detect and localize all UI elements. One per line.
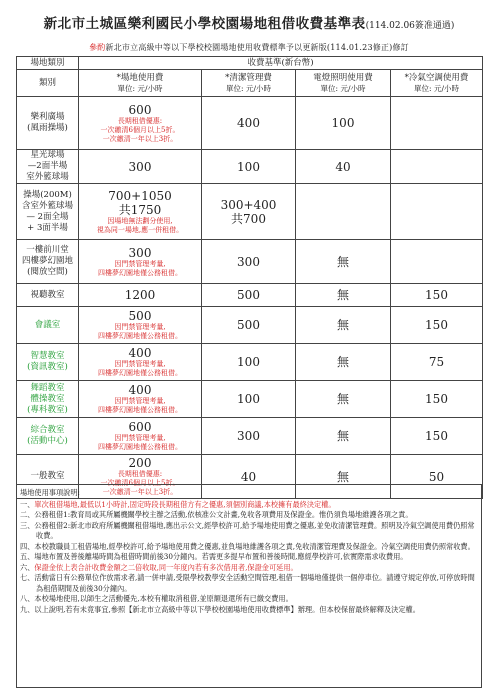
rules-heading: 場地使用事項說明: [20,488,80,497]
fee-row [17,284,483,307]
rent-fee-cell [79,344,202,381]
venue-name-line: 會議室 [34,319,61,330]
cleaning-fee-value: 100 [237,355,260,369]
venue-cell [17,344,79,381]
rent-fee-value: 600 [128,102,152,117]
venue-cell [17,240,79,284]
lighting-fee-cell: 無 [296,455,391,499]
rent-fee-value: 700+1050 [108,188,172,203]
rent-fee-value: 600 [128,420,152,434]
fee-standard-header: 收費基準(新台幣) [79,57,483,70]
venue-name-line: 智慧教室 [30,351,65,361]
rule-number: 八、 [20,594,35,603]
rule-text: 以上說明,若有未竟事宜,參照【新北市立高級中等以下學校校園場地使用收費標準】辦理。但本校保留最終解釋及決定權。 [34,604,420,614]
rule-item [20,542,478,553]
venue-cell [17,418,79,455]
fee-column-header [296,70,391,97]
cleaning-fee-value: 300 [237,254,260,269]
fee-table [16,56,483,499]
subtitle-prefix: 參酌 [89,43,106,52]
rent-fee-note: 四樓夢幻園地僅公務租借。 [98,443,182,451]
rent-fee-value: 400 [128,346,152,360]
rent-fee-note: 四樓夢幻園地僅公務租借。 [98,332,182,340]
venue-name-line: —2面半場 [27,161,68,171]
venue-name-line: (專科教室) [27,404,68,415]
rent-fee-total: 共1750 [118,202,162,217]
cleaning-fee-value: 300+400 [220,197,277,212]
venue-name-line: 綜合教室 [30,425,65,435]
cleaning-fee-cell [202,150,296,184]
fee-column-header [391,70,483,97]
venue-name-line: 體操教室 [30,393,65,404]
lighting-fee-cell: 無 [296,240,391,284]
cleaning-fee-cell [202,284,296,307]
cleaning-fee-value: 500 [237,318,260,332]
fee-row [17,184,483,240]
venue-cell [17,307,79,344]
venue-type-header: 場地類別 [17,57,79,70]
rule-text: 活動當日有公務單位作放需求者,請一併申請,受限學校教學安全活動空間管理,租借一個場地僅提供一個停車位。請遵守規定停放,可停放時間為租借期間及前後30分鐘內。 [34,573,475,593]
ac-fee-cell: 150 [391,284,483,307]
rule-highlight: 保證金依上表合計收費金額之二倍收取,同一年度內若有多次借用者,保證金可延用。 [34,562,298,572]
rent-fee-note: 因門禁管理考量, [114,323,166,331]
rent-fee-value: 500 [128,309,152,323]
subtitle-text: 新北市立高級中等以下學校校園場地使用收費標準予以更新版(114.01.23修正)修訂 [105,43,409,52]
rent-fee-cell [79,307,202,344]
lighting-fee-cell [296,184,391,240]
rent-fee-note: 一次繳清一年以上3折。 [102,488,178,496]
rule-item [20,605,478,616]
cleaning-fee-cell [202,184,296,240]
cleaning-fee-total: 共700 [231,211,266,226]
cleaning-fee-cell [202,381,296,418]
rent-fee-cell [79,184,202,240]
venue-cell [17,284,79,307]
rent-fee-note: 一次繳清6個月以上5折。 [100,479,180,487]
venue-name-line: — 2面全場 [26,211,69,222]
fee-column-title: 電燈照明使用費 [313,72,373,83]
rent-fee-cell [79,418,202,455]
fee-column-unit: 單位: 元/小時 [320,83,366,93]
ac-fee-cell [391,240,483,284]
rule-item [20,521,478,542]
ac-fee-cell [391,97,483,150]
ac-fee-cell: 150 [391,381,483,418]
rent-fee-note: 因門禁管理考量, [114,397,166,405]
fee-column-unit: 單位: 元/小時 [226,83,271,93]
ac-fee-cell [391,150,483,184]
lighting-fee-cell: 無 [296,344,391,381]
rule-number: 二、 [20,510,35,519]
fee-column-unit: 單位: 元/小時 [414,83,459,93]
rent-fee-note: 四樓夢幻園地僅公務租借。 [98,406,182,414]
rule-number: 三、 [20,520,35,530]
venue-name-line: 一樓前川堂 [26,245,69,255]
rule-text: 本校教職員工租借場地,經學校許可,給予場地使用費之優惠,並負場地維護各項之責,免收清潔管理費及保證金。冷氣空調使用費仍照常收費。 [34,541,475,551]
venue-cell [17,184,79,240]
rule-text: 公務租借2:新北市政府所屬機關租借場地,應出示公文,經學校許可,給予場地使用費之優惠,並免收清潔管理費。照明及冷氣空調使用費仍照常收費。 [34,520,475,540]
rule-item [20,552,478,563]
venue-name-line: + 3面半場 [27,222,68,233]
ac-fee-cell: 150 [391,307,483,344]
lighting-fee-cell: 100 [296,97,391,150]
rent-fee-note: 因場地無法劃分使用, [107,216,173,225]
rent-fee-cell [79,240,202,284]
rent-fee-cell [79,284,202,307]
fee-row [17,240,483,284]
lighting-fee-cell: 無 [296,381,391,418]
venue-cell [17,97,79,150]
fee-row [17,97,483,150]
ac-fee-cell [391,184,483,240]
lighting-fee-cell: 40 [296,150,391,184]
rule-item [20,594,478,605]
venue-name-line: (資訊教室) [27,362,68,372]
venue-name-line: 舞蹈教室 [30,382,65,393]
fee-column-title: *場地使用費 [116,72,164,83]
venue-name-line: 樂利廣場 [30,112,65,122]
cleaning-fee-value: 100 [237,392,260,406]
cleaning-fee-cell [202,418,296,455]
fee-column-header [79,70,202,97]
fee-column-unit: 單位: 元/小時 [117,83,163,93]
fee-row [17,344,483,381]
venue-name-line: 室外籃球場 [26,172,69,182]
rent-fee-note: 因門禁管理考量, [114,360,166,368]
ac-fee-cell: 50 [391,455,483,499]
venue-name-line: 一般教室 [30,471,65,481]
venue-cell [17,381,79,418]
approval-note: (114.02.06簽准通過) [365,21,455,31]
rent-fee-note: 長期租借優惠: [117,116,163,125]
venue-name-line: 操場(200M) [23,189,72,200]
rent-fee-cell [79,381,202,418]
rent-fee-value: 300 [128,159,152,174]
fee-column-title: *冷氣空調使用費 [404,72,469,83]
rule-highlight: 單次租借場地,最低以1小時計,固定時段長期租借方有之優惠,須個別商議,本校擁有最終決定權。 [34,499,336,509]
rule-item [20,573,478,594]
rent-fee-cell [79,97,202,150]
rent-fee-value: 200 [128,456,152,470]
fee-row [17,150,483,184]
cleaning-fee-cell [202,240,296,284]
cleaning-fee-cell [202,307,296,344]
rent-fee-note: 一次繳清一年以上3折。 [102,134,178,143]
rent-fee-value: 1200 [124,288,156,302]
fee-row [17,307,483,344]
rule-text: 本校場地使用,以師生之活動優先,本校有權取消租借,並原額退還所有已繳交費用。 [34,594,293,603]
rent-fee-note: 視為同一場地,應一併租借。 [96,225,184,234]
rent-fee-note: 因門禁管理考量, [114,259,166,268]
rule-item [20,500,478,511]
rule-text: 場地布置及善後離場時間為租借時間前後30分鐘內。若需更多提早布置和善後時間,應經學校許可,依實際需求收費用。 [34,552,408,561]
fee-column-title: *清潔管理費 [225,72,272,83]
document-subtitle [0,42,498,53]
venue-cell [17,150,79,184]
document-title: 新北市土城區樂利國民小學校園場地租借收費基準表(114.02.06簽准通過) [43,16,455,32]
lighting-fee-cell: 無 [296,284,391,307]
rent-fee-note: 一次繳清6個月以上5折。 [100,125,180,134]
cleaning-fee-cell [202,97,296,150]
cleaning-fee-value: 40 [240,469,257,484]
venue-name-line: (閱放空間) [27,267,68,277]
lighting-fee-cell: 無 [296,418,391,455]
rent-fee-value: 300 [128,245,152,260]
rule-number: 七、 [20,573,35,582]
fee-row [17,381,483,418]
rule-number: 一、 [20,499,35,509]
rule-number: 九、 [20,604,35,614]
rule-number: 六、 [20,562,35,572]
venue-name-line: (風雨操場) [27,123,68,133]
cleaning-fee-value: 500 [237,288,260,302]
usage-rules [16,484,482,688]
rule-item [20,510,478,521]
ac-fee-cell: 75 [391,344,483,381]
rule-text: 公務租借1:教育局或其所屬機關學校主辦之活動,依核准公文計畫,免收各項費用及保證金。惟仍須負場地維護各項之責。 [34,510,413,519]
fee-column-header [202,70,296,97]
cleaning-fee-value: 100 [237,159,260,174]
venue-name-line: 含室外籃球場 [21,200,73,211]
rent-fee-note: 四樓夢幻園地僅公務租借。 [98,369,182,377]
rent-fee-note: 四樓夢幻園地僅公務租借。 [98,268,182,277]
cleaning-fee-value: 400 [237,116,260,130]
rules-list [20,500,478,616]
cleaning-fee-value: 300 [237,429,260,443]
venue-name-line: 四樓夢幻園地 [21,256,73,266]
ac-fee-cell: 150 [391,418,483,455]
lighting-fee-cell: 無 [296,307,391,344]
venue-name-line: 視聽教室 [30,289,65,300]
venue-name-line: (活動中心) [27,436,68,446]
rule-item [20,563,478,574]
cleaning-fee-cell [202,344,296,381]
rent-fee-cell [79,150,202,184]
venue-name-line: 星光球場 [30,150,65,160]
category-header: 類別 [17,70,79,97]
fee-row [17,418,483,455]
rule-number: 五、 [20,552,35,561]
rent-fee-value: 400 [128,383,152,397]
rent-fee-note: 因門禁管理考量, [114,434,166,442]
rule-number: 四、 [20,541,35,551]
rent-fee-note: 長期租借優惠: [117,470,163,478]
